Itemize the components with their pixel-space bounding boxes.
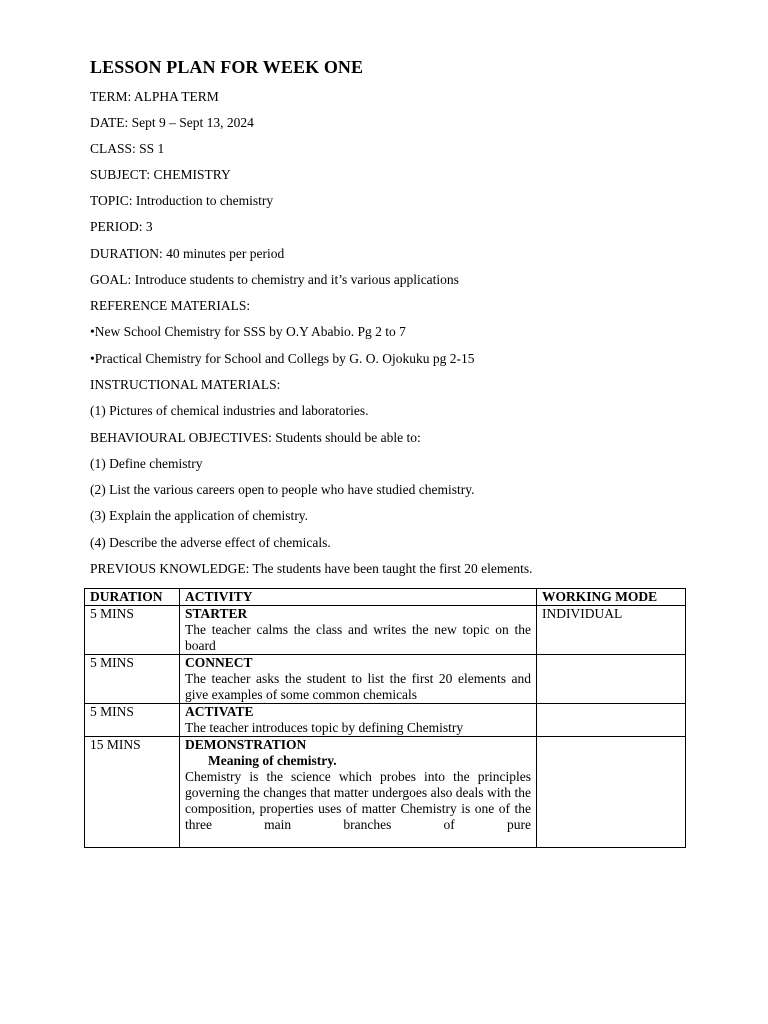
objective-item: (4) Describe the adverse effect of chemicals. — [90, 535, 331, 550]
duration-line: DURATION: 40 minutes per period — [90, 246, 285, 261]
objective-item: (1) Define chemistry — [90, 456, 203, 471]
period-line: PERIOD: 3 — [90, 219, 153, 234]
activity-title: CONNECT — [185, 655, 253, 670]
activity-text: The teacher introduces topic by defining Chemistry — [185, 720, 464, 735]
objective-item: (2) List the various careers open to people who have studied chemistry. — [90, 482, 475, 497]
activity-subtitle: Meaning of chemistry. — [208, 753, 337, 768]
activity-text: The teacher asks the student to list the first 20 elements and give examples of some common chemicals — [185, 671, 531, 702]
duration-cell: 5 MINS — [85, 606, 180, 655]
activity-cell — [180, 606, 537, 655]
working-mode-cell — [537, 655, 686, 704]
instructional-item: (1) Pictures of chemical industries and laboratories. — [90, 403, 369, 418]
working-mode-cell — [537, 737, 686, 848]
table-row — [85, 655, 686, 704]
header-working-mode: WORKING MODE — [537, 589, 686, 606]
activity-text-clip — [185, 769, 531, 847]
activity-title: ACTIVATE — [185, 704, 254, 719]
activity-text: Chemistry is the science which probes into the principles governing the changes that matter undergoes also deals with the composition, properties uses of matter Chemistry is one of the three main branches of pure — [185, 769, 531, 832]
duration-cell: 5 MINS — [85, 704, 180, 737]
working-mode-cell — [537, 704, 686, 737]
activity-title: DEMONSTRATION — [185, 737, 307, 752]
activity-text: The teacher calms the class and writes the new topic on the board — [185, 622, 531, 653]
class-line: CLASS: SS 1 — [90, 141, 165, 156]
activity-title: STARTER — [185, 606, 248, 621]
duration-cell: 15 MINS — [85, 737, 180, 848]
reference-item: •New School Chemistry for SSS by O.Y Ababio. Pg 2 to 7 — [90, 324, 406, 339]
table-header-row — [85, 589, 686, 606]
working-mode-cell: INDIVIDUAL — [537, 606, 686, 655]
header-activity: ACTIVITY — [180, 589, 537, 606]
reference-item: •Practical Chemistry for School and Collegs by G. O. Ojokuku pg 2-15 — [90, 351, 475, 366]
table-row — [85, 737, 686, 848]
activity-cell — [180, 737, 537, 848]
objective-item: (3) Explain the application of chemistry. — [90, 508, 309, 523]
topic-line: TOPIC: Introduction to chemistry — [90, 193, 274, 208]
header-duration: DURATION — [85, 589, 180, 606]
activity-cell — [180, 704, 537, 737]
subject-line: SUBJECT: CHEMISTRY — [90, 167, 231, 182]
date-line: DATE: Sept 9 – Sept 13, 2024 — [90, 115, 254, 130]
objectives-heading: BEHAVIOURAL OBJECTIVES: Students should be able to: — [90, 430, 421, 445]
reference-heading: REFERENCE MATERIALS: — [90, 298, 251, 313]
table-row — [85, 606, 686, 655]
term-line: TERM: ALPHA TERM — [90, 89, 219, 104]
page-title: LESSON PLAN FOR WEEK ONE — [90, 57, 364, 77]
duration-cell: 5 MINS — [85, 655, 180, 704]
table-row — [85, 704, 686, 737]
activity-cell — [180, 655, 537, 704]
goal-line: GOAL: Introduce students to chemistry and it’s various applications — [90, 272, 459, 287]
lesson-activity-table — [84, 588, 686, 848]
instructional-heading: INSTRUCTIONAL MATERIALS: — [90, 377, 281, 392]
previous-knowledge-line: PREVIOUS KNOWLEDGE: The students have been taught the first 20 elements. — [90, 561, 533, 576]
